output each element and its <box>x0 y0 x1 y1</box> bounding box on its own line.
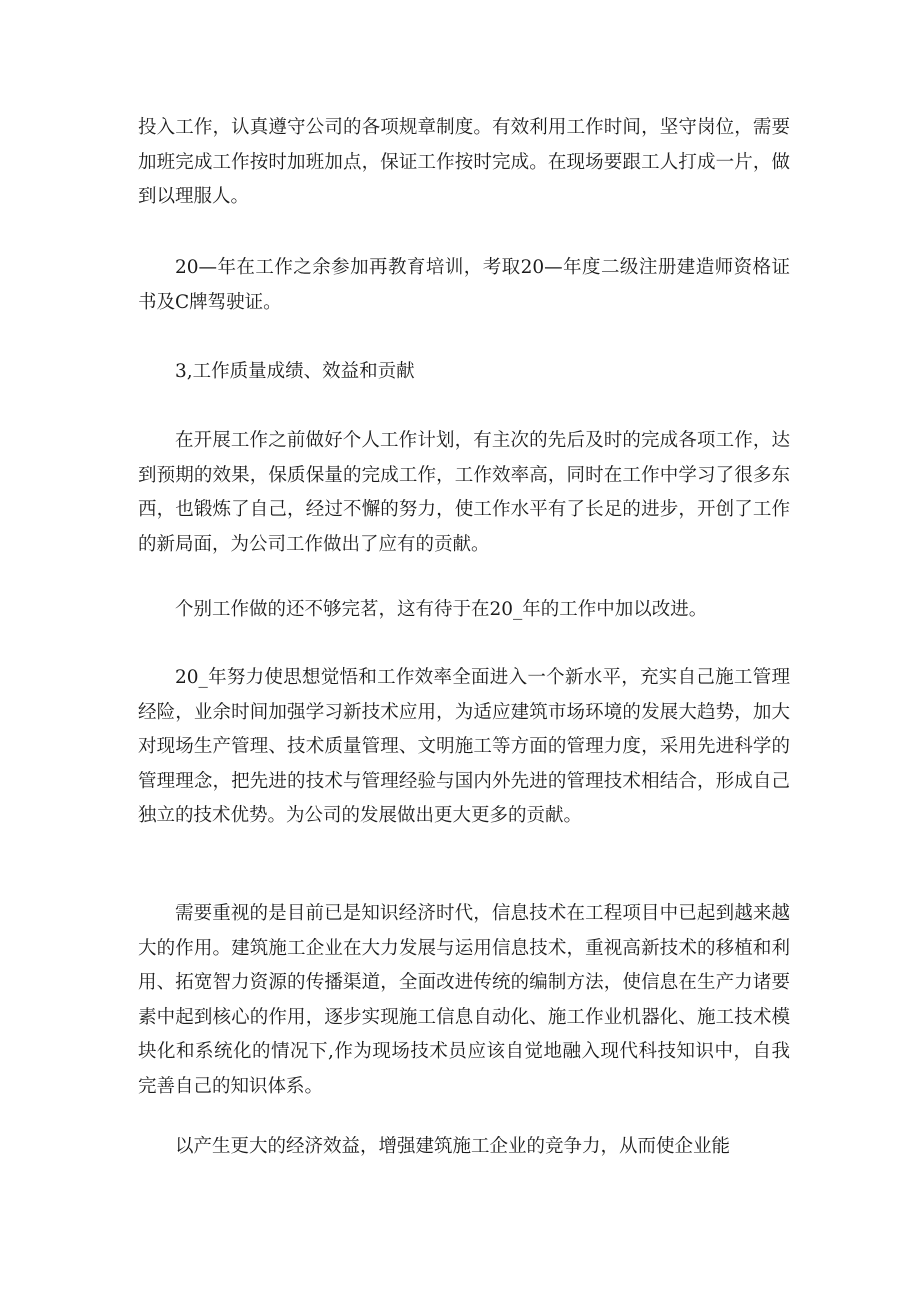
paragraph-goals: 20_年努力使思想觉悟和工作效率全面进入一个新水平，充实自己施工管理经险，业余时间加强学习新技术应用，为适应建筑市场环境的发展大趋势，加大对现场生产管理、技术质量管理、文明施工等方面的管理力度，采用先进科学的管理理念，把先进的技术与管理经验与国内外先进的管理技术相结合，形成自己独立的技术优势。为公司的发展做出更大更多的贡献。 <box>138 667 790 826</box>
paragraph-information-technology: 需要重视的是目前已是知识经济时代，信息技术在工程项目中已起到越来越大的作用。建筑施工企业在大力发展与运用信息技术，重视高新技术的移植和利用、拓宽智力资源的传播渠道，全面改进传统的编制方法，使信息在生产力诸要素中起到核心的作用，逐步实现施工信息自动化、施工作业机器化、施工技术模块化和系统化的情况下,作为现场技术员应该自觉地融入现代科技知识中，自我完善自己的知识体系。 <box>138 903 790 1097</box>
paragraph-work-discipline: 投入工作，认真遵守公司的各项规章制度。有效利用工作时间，坚守岗位，需要加班完成工作按时加班加点，保证工作按时完成。在现场要跟工人打成一片，做到以理服人。 <box>138 117 790 207</box>
paragraph-work-planning: 在开展工作之前做好个人工作计划，有主次的先后及时的完成各项工作，达到预期的效果，保质保量的完成工作，工作效率高，同时在工作中学习了很多东西，也锻炼了自己，经过不懈的努力，使工作水平有了长足的进步，开创了工作的新局面，为公司工作做出了应有的贡献。 <box>138 430 790 555</box>
paragraph-improvement: 个别工作做的还不够完茗，这有待于在20_年的工作中加以改进。 <box>175 599 708 620</box>
section-heading-quality-contribution: 3,工作质量成绩、效益和贡献 <box>175 361 415 382</box>
paragraph-training-certificates: 20—年在工作之余参加再教育培训，考取20—年度二级注册建造师资格证书及C牌驾驶证。 <box>138 257 790 313</box>
paragraph-economic-benefit: 以产生更大的经济效益，增强建筑施工企业的竞争力，从而使企业能 <box>175 1136 731 1157</box>
